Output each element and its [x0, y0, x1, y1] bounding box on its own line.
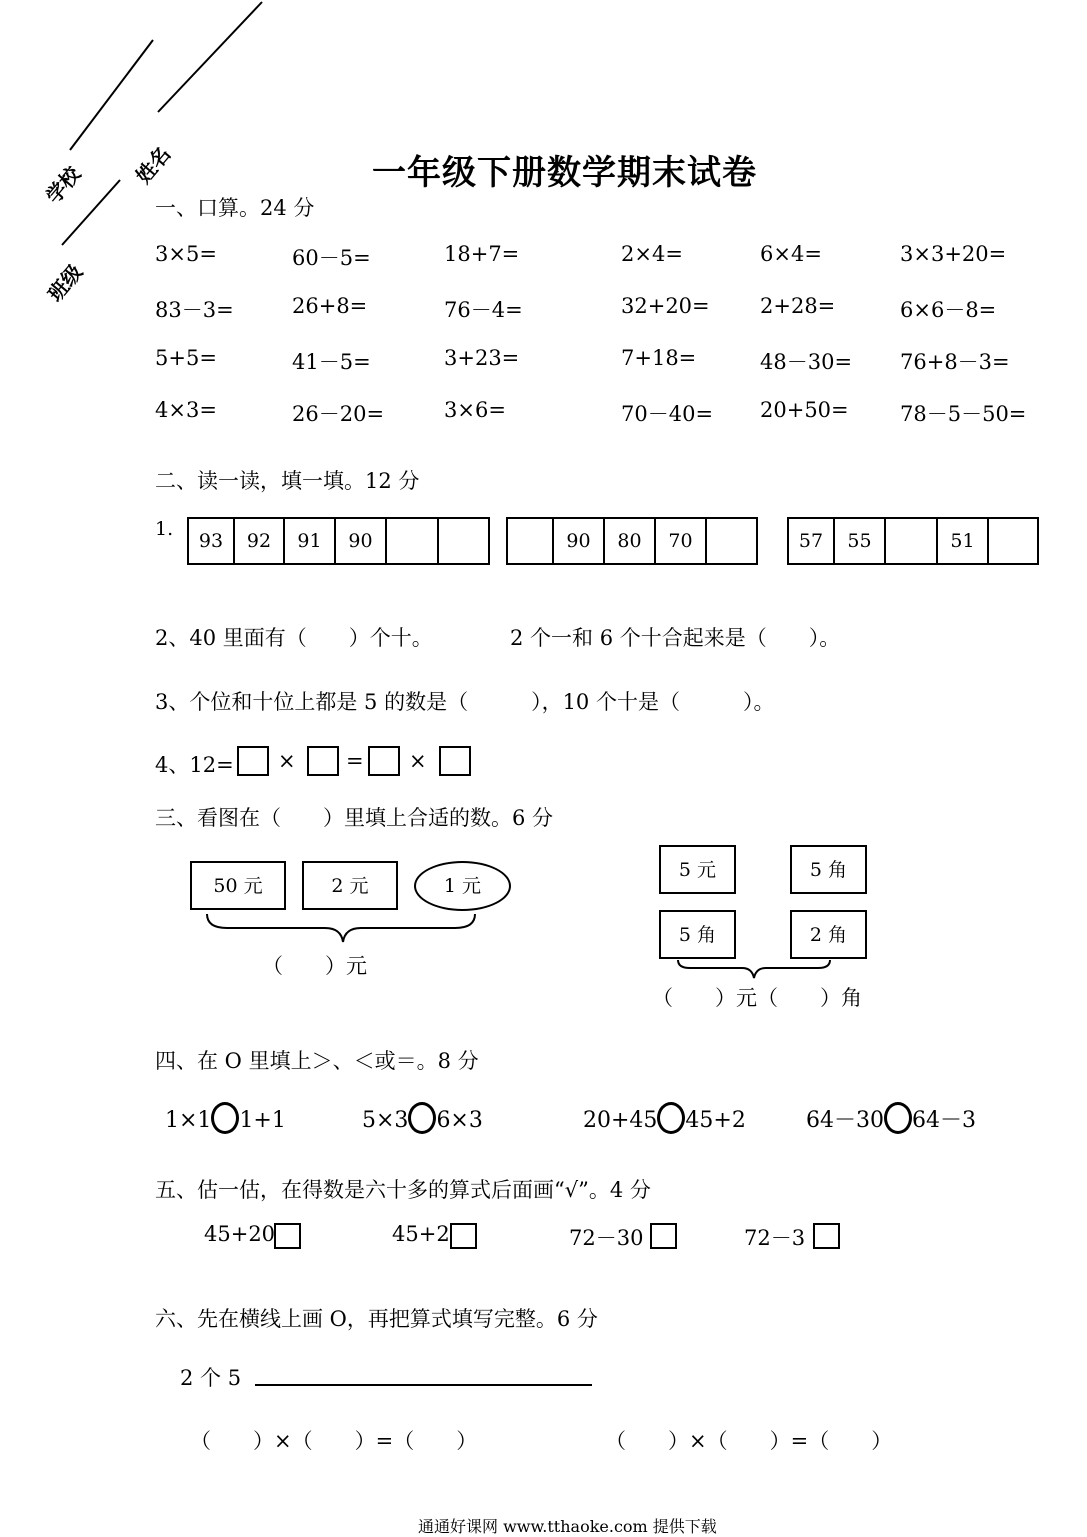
problem-item: 2×4=: [621, 242, 683, 266]
s6-equation-1: （ ）×（ ）=（ ）: [190, 1429, 478, 1453]
check-box[interactable]: [450, 1223, 477, 1249]
answer-box[interactable]: [368, 746, 400, 776]
s6-label: 2 个 5: [180, 1366, 242, 1390]
q2-left: 2、40 里面有（ ）个十。: [155, 626, 433, 650]
problem-item: 41－5=: [292, 350, 371, 374]
compare-right: 64－3: [912, 1108, 976, 1133]
sequence-cell: 90: [554, 519, 605, 563]
section-4-heading: 四、在 O 里填上＞、＜或＝。8 分: [155, 1049, 479, 1073]
compare-left: 64－30: [806, 1108, 884, 1133]
problem-item: 26+8=: [292, 294, 368, 318]
compare-item: [362, 1102, 483, 1134]
check-box[interactable]: [813, 1223, 840, 1249]
section-3-heading: 三、看图在（ ）里填上合适的数。6 分: [155, 806, 554, 830]
money-note: 5 角: [790, 845, 867, 894]
section-6-heading: 六、先在横线上画 O，再把算式填写完整。6 分: [155, 1307, 598, 1331]
problem-item: 26－20=: [292, 402, 385, 426]
problem-item: 20+50=: [760, 398, 849, 422]
problem-item: 70－40=: [621, 402, 714, 426]
times-sign: ×: [409, 749, 427, 773]
money-note: 50 元: [190, 861, 286, 910]
class-label: 班级: [43, 259, 88, 306]
estimate-expression: 72－30: [569, 1226, 644, 1250]
sequence-cell: 51: [938, 519, 989, 563]
times-sign: ×: [278, 749, 296, 773]
sequence-cell[interactable]: [439, 519, 488, 563]
compare-circle[interactable]: [408, 1102, 436, 1134]
sequence-cell[interactable]: [707, 519, 756, 563]
money-note: 5 元: [659, 845, 736, 894]
problem-item: 3×5=: [155, 242, 217, 266]
problem-item: 3×6=: [444, 398, 506, 422]
problem-item: 60－5=: [292, 246, 371, 270]
compare-right: 1+1: [239, 1108, 286, 1133]
compare-item: [165, 1102, 286, 1134]
q2-right: 2 个一和 6 个十合起来是（ ）。: [510, 626, 841, 650]
section-2-heading: 二、读一读，填一填。12 分: [155, 469, 420, 493]
money-note: 2 元: [302, 861, 398, 910]
problem-item: 4×3=: [155, 398, 217, 422]
sequence-cell: 55: [835, 519, 886, 563]
compare-left: 1×1: [165, 1108, 212, 1133]
sequence-cell: 57: [789, 519, 835, 563]
right-answer: （ ）元（ ）角: [652, 986, 862, 1010]
sequence-cell[interactable]: [989, 519, 1037, 563]
equals-sign: =: [346, 749, 364, 773]
name-label: 姓名: [131, 141, 176, 188]
problem-item: 76+8－3=: [900, 350, 1010, 374]
problem-item: 6×4=: [760, 242, 822, 266]
problem-item: 32+20=: [621, 294, 710, 318]
page-title: 一年级下册数学期末试卷: [372, 153, 757, 193]
problem-item: 18+7=: [444, 242, 520, 266]
compare-item: [806, 1102, 976, 1134]
number-sequence-2: [506, 517, 758, 565]
school-label: 学校: [41, 161, 86, 208]
sequence-cell[interactable]: [387, 519, 439, 563]
compare-circle[interactable]: [657, 1102, 685, 1134]
problem-item: 5+5=: [155, 346, 217, 370]
s6-equation-2: （ ）×（ ）=（ ）: [605, 1429, 893, 1453]
answer-box[interactable]: [237, 746, 269, 776]
check-box[interactable]: [650, 1223, 677, 1249]
problem-item: 3+23=: [444, 346, 520, 370]
compare-circle[interactable]: [211, 1102, 239, 1134]
compare-right: 6×3: [436, 1108, 483, 1133]
problem-item: 7+18=: [621, 346, 697, 370]
number-sequence-3: [787, 517, 1039, 565]
money-note: 2 角: [790, 910, 867, 959]
estimate-expression: 72－3: [744, 1226, 806, 1250]
problem-item: 76－4=: [444, 298, 523, 322]
estimate-expression: 45+2: [392, 1222, 450, 1246]
problem-item: 78－5－50=: [900, 402, 1027, 426]
left-brace: [205, 912, 485, 948]
problem-item: 6×6－8=: [900, 298, 997, 322]
problem-item: 48－30=: [760, 350, 853, 374]
draw-line[interactable]: [255, 1384, 592, 1386]
sequence-cell: 93: [189, 519, 235, 563]
estimate-expression: 45+20: [204, 1222, 276, 1246]
section-1-heading: 一、口算。24 分: [155, 196, 315, 220]
compare-item: [583, 1102, 746, 1134]
problem-item: 3×3+20=: [900, 242, 1007, 266]
number-sequence-1: [187, 517, 490, 565]
q4-label: 4、12=: [155, 753, 234, 777]
sequence-cell: 91: [285, 519, 336, 563]
q3: 3、个位和十位上都是 5 的数是（ ），10 个十是（ ）。: [155, 690, 775, 714]
right-brace: [676, 958, 836, 982]
compare-left: 5×3: [362, 1108, 409, 1133]
compare-left: 20+45: [583, 1108, 658, 1133]
compare-circle[interactable]: [884, 1102, 912, 1134]
sequence-cell: 90: [336, 519, 387, 563]
section-5-heading: 五、估一估，在得数是六十多的算式后面画“√”。4 分: [155, 1178, 651, 1202]
sequence-cell: 92: [235, 519, 285, 563]
problem-item: 83－3=: [155, 298, 234, 322]
footer-text: 通通好课网 www.tthaoke.com 提供下载: [418, 1517, 717, 1536]
answer-box[interactable]: [307, 746, 339, 776]
money-note: 5 角: [659, 910, 736, 959]
sequence-cell: 80: [605, 519, 656, 563]
sequence-cell: 70: [656, 519, 707, 563]
sequence-cell[interactable]: [508, 519, 554, 563]
left-answer: （ ）元: [262, 954, 367, 978]
q1-label: 1.: [155, 518, 174, 540]
compare-right: 45+2: [685, 1108, 746, 1133]
problem-item: 2+28=: [760, 294, 836, 318]
check-box[interactable]: [274, 1223, 301, 1249]
sequence-cell[interactable]: [886, 519, 938, 563]
answer-box[interactable]: [439, 746, 471, 776]
money-coin: 1 元: [414, 861, 511, 911]
